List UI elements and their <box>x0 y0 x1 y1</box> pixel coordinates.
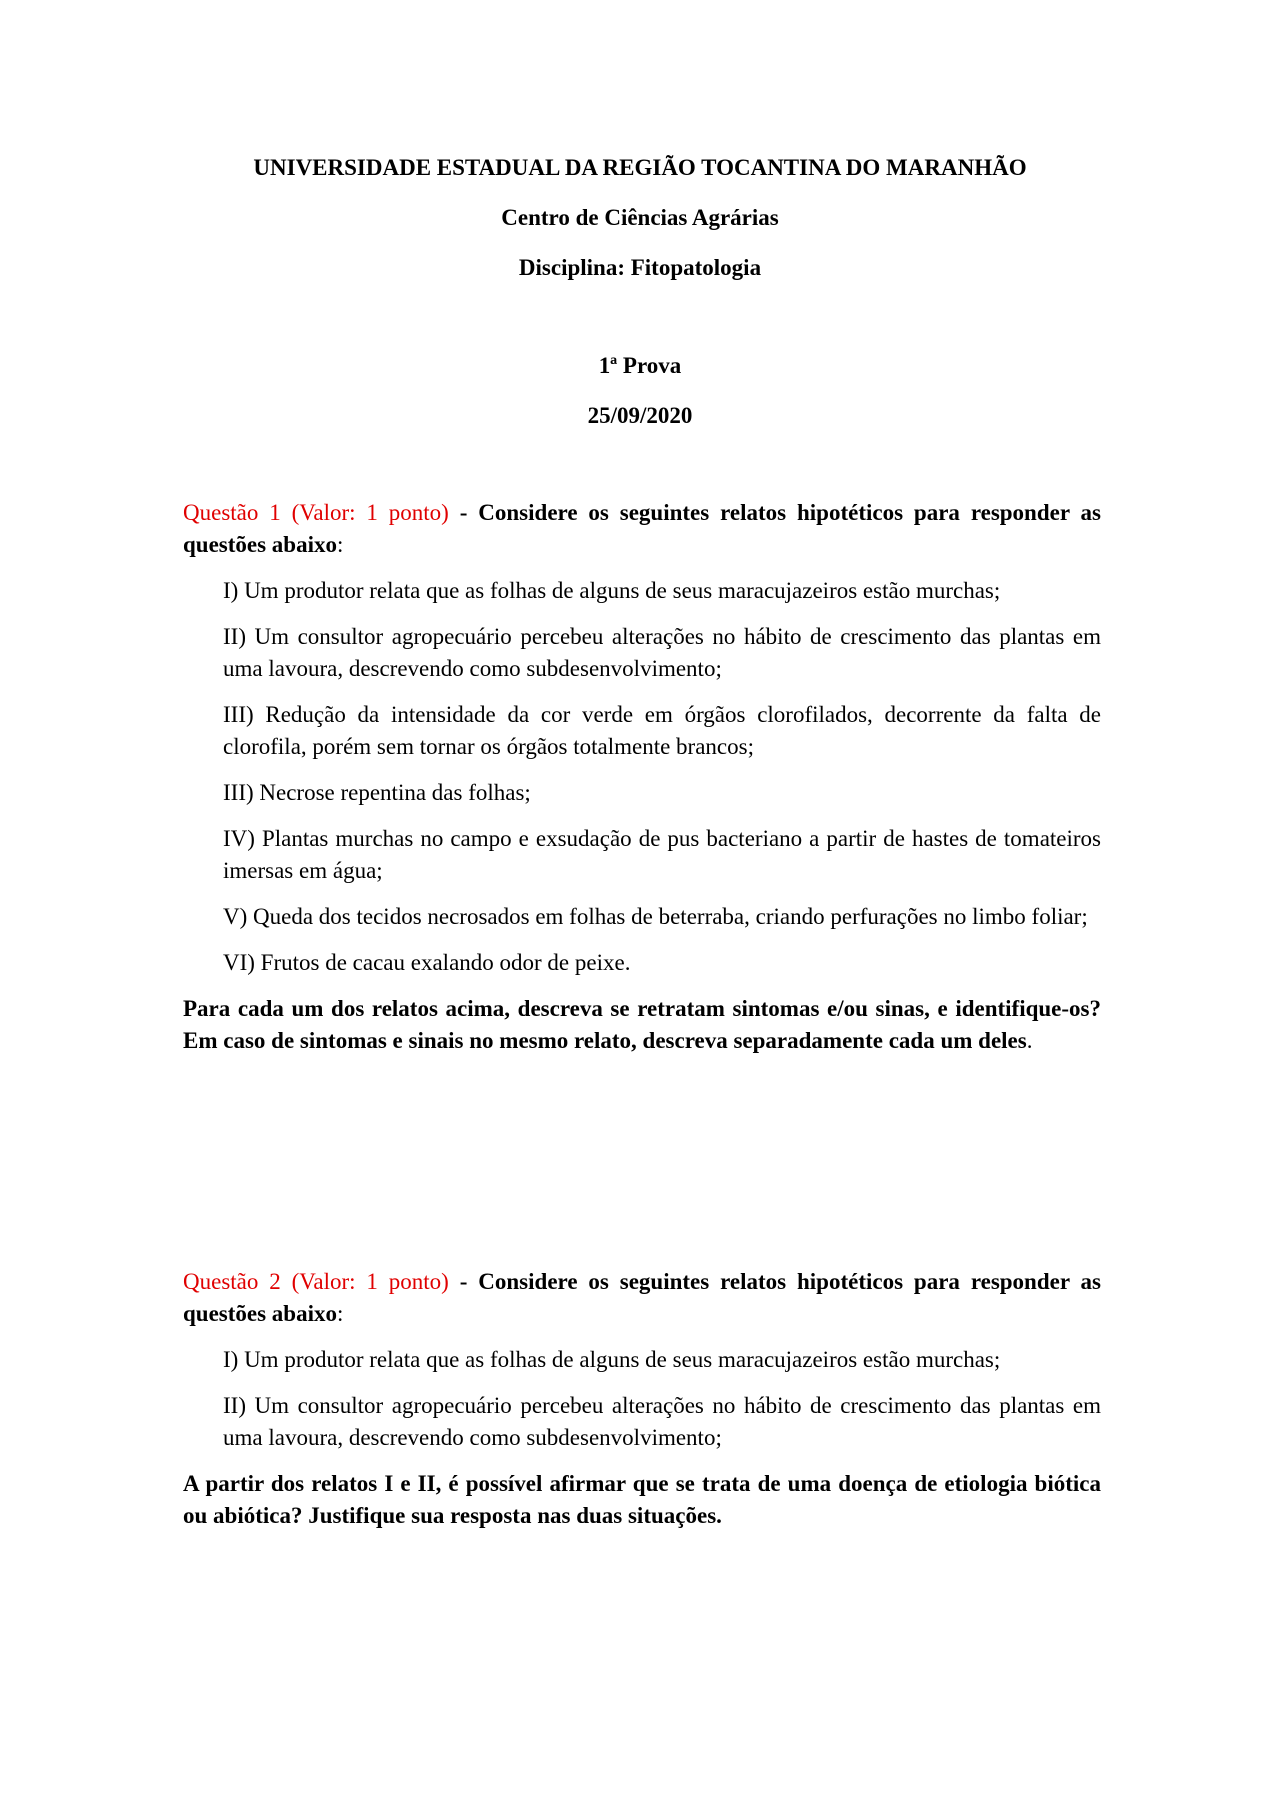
question-2-report-2: II) Um consultor agropecuário percebeu alterações no hábito de crescimento das plantas em uma lavoura, descrevendo como subdesenvolvimento; <box>223 1393 1101 1450</box>
question-1-report-3: III) Redução da intensidade da cor verde em órgãos clorofilados, decorrente da falta de clorofila, porém sem tornar os órgãos totalmente brancos; <box>223 702 1101 759</box>
question-2-intro-end: : <box>337 1301 344 1326</box>
question-1-intro: - Considere os seguintes relatos hipotéticos para responder as questões abaixo <box>183 500 1101 557</box>
question-2-heading <box>183 1266 1101 1330</box>
question-1-reports <box>183 575 1101 979</box>
question-2-reports <box>183 1344 1101 1454</box>
question-1-report-7: VI) Frutos de cacau exalando odor de peixe. <box>223 950 631 975</box>
university-name: UNIVERSIDADE ESTADUAL DA REGIÃO TOCANTINA DO MARANHÃO <box>253 155 1027 180</box>
question-1-label: Questão 1 (Valor: 1 ponto) <box>183 500 449 525</box>
question-1-report-1: I) Um produtor relata que as folhas de alguns de seus maracujazeiros estão murchas; <box>223 578 1001 603</box>
question-1-report-2: II) Um consultor agropecuário percebeu alterações no hábito de crescimento das plantas em uma lavoura, descrevendo como subdesenvolvimento; <box>223 624 1101 681</box>
question-1-report-6: V) Queda dos tecidos necrosados em folhas de beterraba, criando perfurações no limbo foliar; <box>223 904 1088 929</box>
question-2-instruction-text: A partir dos relatos I e II, é possível afirmar que se trata de uma doença de etiologia biótica ou abiótica? Justifique sua resposta nas duas situações. <box>183 1471 1101 1528</box>
question-1-report-5: IV) Plantas murchas no campo e exsudação de pus bacteriano a partir de hastes de tomateiros imersas em água; <box>223 826 1101 883</box>
question-2-label: Questão 2 (Valor: 1 ponto) <box>183 1269 449 1294</box>
question-1-instruction-text: Para cada um dos relatos acima, descreva se retratam sintomas e/ou sinas, e identifique-os? Em caso de sintomas e sinais no mesmo relato, descreva separadamente cada um deles <box>183 996 1101 1053</box>
question-2-instruction <box>183 1468 1101 1532</box>
question-1-instruction <box>183 993 1101 1057</box>
question-1-instruction-end: . <box>1026 1028 1033 1053</box>
question-2-intro: - Considere os seguintes relatos hipotéticos para responder as questões abaixo <box>183 1269 1101 1326</box>
discipline-name: Disciplina: Fitopatologia <box>518 255 762 280</box>
question-1 <box>183 497 1101 1057</box>
center-name: Centro de Ciências Agrárias <box>501 205 779 230</box>
exam-date: 25/09/2020 <box>587 403 693 428</box>
question-2 <box>183 1266 1101 1532</box>
question-1-intro-end: : <box>337 532 344 557</box>
question-1-report-4: III) Necrose repentina das folhas; <box>223 780 531 805</box>
question-2-report-1: I) Um produtor relata que as folhas de alguns de seus maracujazeiros estão murchas; <box>223 1347 1001 1372</box>
exam-title: 1ª Prova <box>598 353 682 378</box>
question-1-heading <box>183 497 1101 561</box>
